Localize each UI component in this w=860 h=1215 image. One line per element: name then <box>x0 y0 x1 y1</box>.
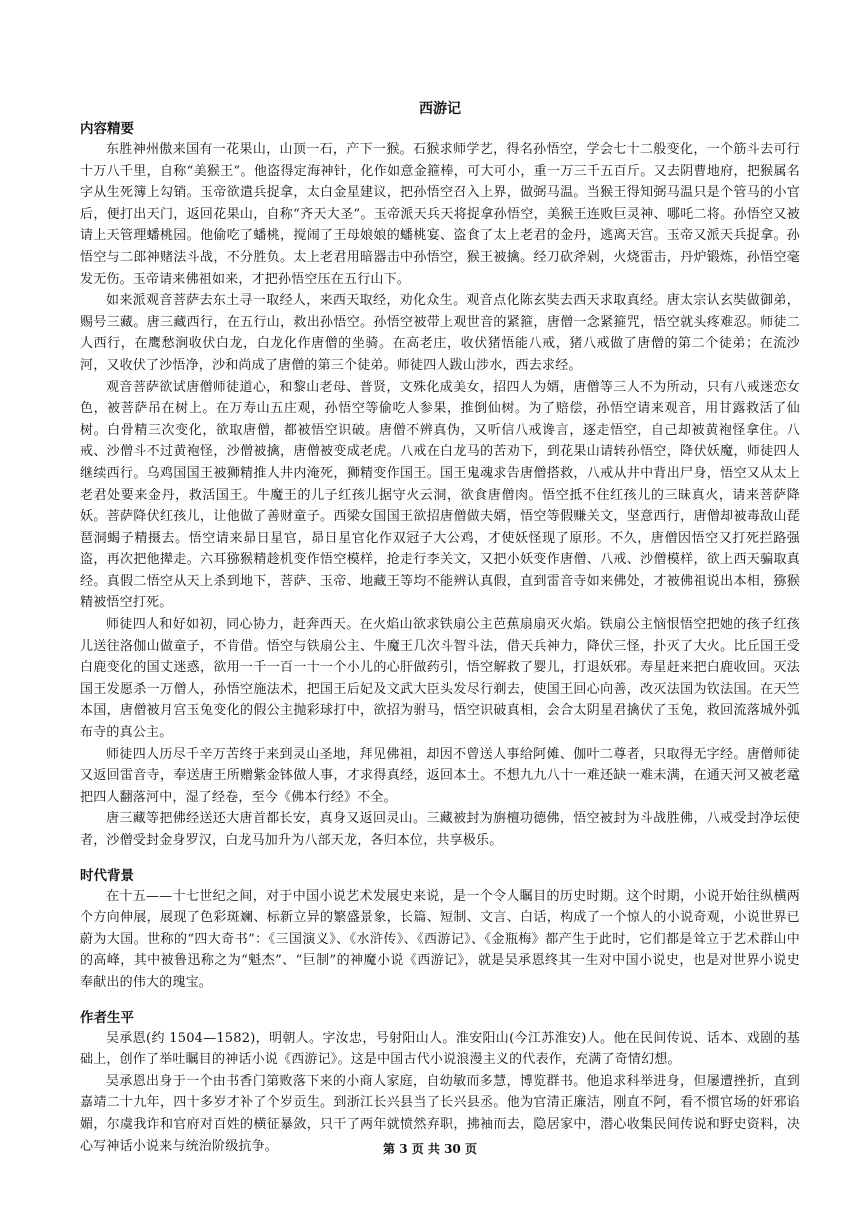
section-gap <box>80 994 800 1008</box>
paragraph: 师徒四人历尽千辛万苦终于来到灵山圣地，拜见佛祖，却因不曾送人事给阿傩、伽叶二尊者，只取得无字经。唐僧师徒又返回雷音寺，奉送唐王所赠紫金钵做人事，才求得真经，返回本土。不想九九八十一难还缺一难未满，在通天河又被老鼋把四人翻落河中，湿了经卷，至今《佛本行经》不全。 <box>80 746 800 805</box>
section-author <box>80 1008 800 1158</box>
section-gap <box>80 852 800 866</box>
paragraph: 东胜神州傲来国有一花果山，山顶一石，产下一猴。石猴求师学艺，得名孙悟空，学会七十二般变化，一个筋斗去可行十万八千里，自称“美猴王”。他盗得定海神针，化作如意金箍棒，可大可小，重一万三千五百斤。又去阴曹地府，把猴属名字从生死簿上勾销。玉帝欲遣兵捉拿，太白金星建议，把孙悟空召入上界，做弼马温。当猴王得知弼马温只是个管马的小官后，便打出天门，返回花果山，自称“齐天大圣”。玉帝派天兵天将捉拿孙悟空，美猴王连败巨灵神、哪吒二将。孙悟空又被请上天管理蟠桃园。他偷吃了蟠桃，搅闹了王母娘娘的蟠桃宴、盗食了太上老君的金丹，逃离天宫。玉帝又派天兵捉拿。孙悟空与二郎神赌法斗战，不分胜负。太上老君用暗器击中孙悟空，猴王被擒。经刀砍斧剁，火烧雷击，丹炉锻炼，孙悟空毫发无伤。玉帝请来佛祖如来，才把孙悟空压在五行山下。 <box>80 142 800 287</box>
paragraph: 如来派观音菩萨去东土寻一取经人，来西天取经，劝化众生。观音点化陈玄奘去西天求取真经。唐太宗认玄奘做御弟，赐号三藏。唐三藏西行，在五行山，救出孙悟空。孙悟空被带上观世音的紧箍，唐僧一念紧箍咒，悟空就头疼难忍。师徒二人西行，在鹰愁涧收伏白龙，白龙化作唐僧的坐骑。在高老庄，收伏猪悟能八戒，猪八戒做了唐僧的第二个徒弟；在流沙河，又收伏了沙悟净，沙和尚成了唐僧的第三个徒弟。师徒四人跋山涉水，西去求经。 <box>80 293 800 373</box>
paragraph: 吴承恩(约 1504—1582)，明朝人。字汝忠，号射阳山人。淮安阳山(今江苏淮安)人。他在民间传说、话本、戏剧的基础上，创作了举吐瞩目的神话小说《西游记》。这是中国古代小说浪漫主义的代表作，充满了奇情幻想。 <box>80 1030 800 1068</box>
page-footer: 第 3 页 共 30 页 <box>383 1142 477 1156</box>
section-summary <box>80 119 800 852</box>
section-heading: 时代背景 <box>80 867 134 884</box>
paragraph: 观音菩萨欲试唐僧师徒道心，和黎山老母、普贤，文殊化成美女，招四人为婿，唐僧等三人不为所动，只有八戒迷恋女色，被菩萨吊在树上。在万寿山五庄观，孙悟空等偷吃人参果，推倒仙树。为了赔偿，孙悟空请来观音，用甘露救活了仙树。白骨精三次变化，欲取唐僧，都被悟空识破。唐僧不辨真伪，又听信八戒谗言，逐走悟空，自己却被黄袍怪拿住。八戒、沙僧斗不过黄袍怪，沙僧被擒，唐僧被变成老虎。八戒在白龙马的苦劝下，到花果山请转孙悟空，降伏妖魔，师徒四人继续西行。乌鸡国国王被狮精推人井内淹死，狮精变作国王。国王鬼魂求告唐僧搭救，八戒从井中背出尸身，悟空又从太上老君处要来金丹，救活国王。牛魔王的儿子红孩儿据守火云洞，欲食唐僧肉。悟空抵不住红孩儿的三昧真火，请来菩萨降妖。菩萨降伏红孩儿，让他做了善财童子。西梁女国国王欲招唐僧做夫婿，悟空等假赚关文，坚意西行，唐僧却被毒敌山琵琶洞蝎子精摄去。悟空请来昴日星官，昴日星官化作双冠子大公鸡，才使妖怪现了原形。不久，唐僧因悟空又打死拦路强盗，再次把他撵走。六耳猕猴精趁机变作悟空模样，抢走行李关文，又把小妖变作唐僧、八戒、沙僧模样，欲上西天骗取真经。真假二悟空从天上杀到地下，菩萨、玉帝、地藏王等均不能辨认真假，直到雷音寺如来佛处，才被佛祖说出本相，猕猴精被悟空打死。 <box>80 379 800 611</box>
paragraph: 唐三藏等把佛经送还大唐首都长安，真身又返回灵山。三藏被封为旃檀功德佛，悟空被封为斗战胜佛，八戒受封净坛使者，沙僧受封金身罗汉，白龙马加升为八部天龙，各归本位，共享极乐。 <box>80 811 800 848</box>
section-heading: 内容精要 <box>80 121 134 137</box>
paragraph: 吴承恩出身于一个由书香门第败落下来的小商人家庭，自幼敏而多慧，博览群书。他追求科举进身，但屡遭挫折，直到嘉靖二十九年，四十多岁才补了个岁贡生。到浙江长兴县当了长兴县丞。他为官清正廉洁，刚直不阿，看不惯官场的奸邪谄媚，尔虞我诈和官府对百姓的横征暴敛，只干了两年就愤然弃职，拂袖而去，隐居家中，潜心收集民间传说和野史资料，决心写神话小说来与统治阶级抗争。 <box>80 1073 800 1154</box>
section-background <box>80 866 800 994</box>
paragraph: 在十五——十七世纪之间，对于中国小说艺术发展史来说，是一个令人瞩目的历史时期。这个时期，小说开始往纵横两个方向伸展，展现了色彩斑斓、标新立异的繁盛景象，长篇、短制、文言、白话，构成了一个惊人的小说奇观，小说世界已蔚为大国。世称的“四大奇书”：《三国演义》、《水浒传》、《西游记》、《金瓶梅》都产生于此时，它们都是耸立于艺术群山中的高峰，其中被鲁迅称之为“魁杰”、“巨制”的神魔小说《西游记》，就是吴承恩终其一生对中国小说史，也是对世界小说史奉献出的伟大的瑰宝。 <box>80 888 800 990</box>
paragraph: 师徒四人和好如初，同心协力，赶奔西天。在火焰山欲求铁扇公主芭蕉扇扇灭火焰。铁扇公主恼恨悟空把她的孩子红孩儿送往洛伽山做童子，不肯借。悟空与铁扇公主、牛魔王几次斗智斗法，借天兵神力，降伏三怪，扑灭了大火。比丘国王受白鹿变化的国丈迷惑，欲用一千一百一十一个小儿的心肝做药引，悟空解救了婴儿，打退妖邪。寿星赶来把白鹿收回。灭法国王发愿杀一万僧人，孙悟空施法术，把国王后妃及文武大臣头发尽行剃去，使国王回心向善，改灭法国为钦法国。在天竺本国，唐僧被月宫玉兔变化的假公主抛彩球打中，欲招为驸马，悟空识破真相，会合太阴星君擒伏了玉兔，救回流落城外弧布寺的真公主。 <box>80 617 800 741</box>
section-heading: 作者生平 <box>80 1009 134 1026</box>
document-title: 西游记 <box>419 101 461 117</box>
